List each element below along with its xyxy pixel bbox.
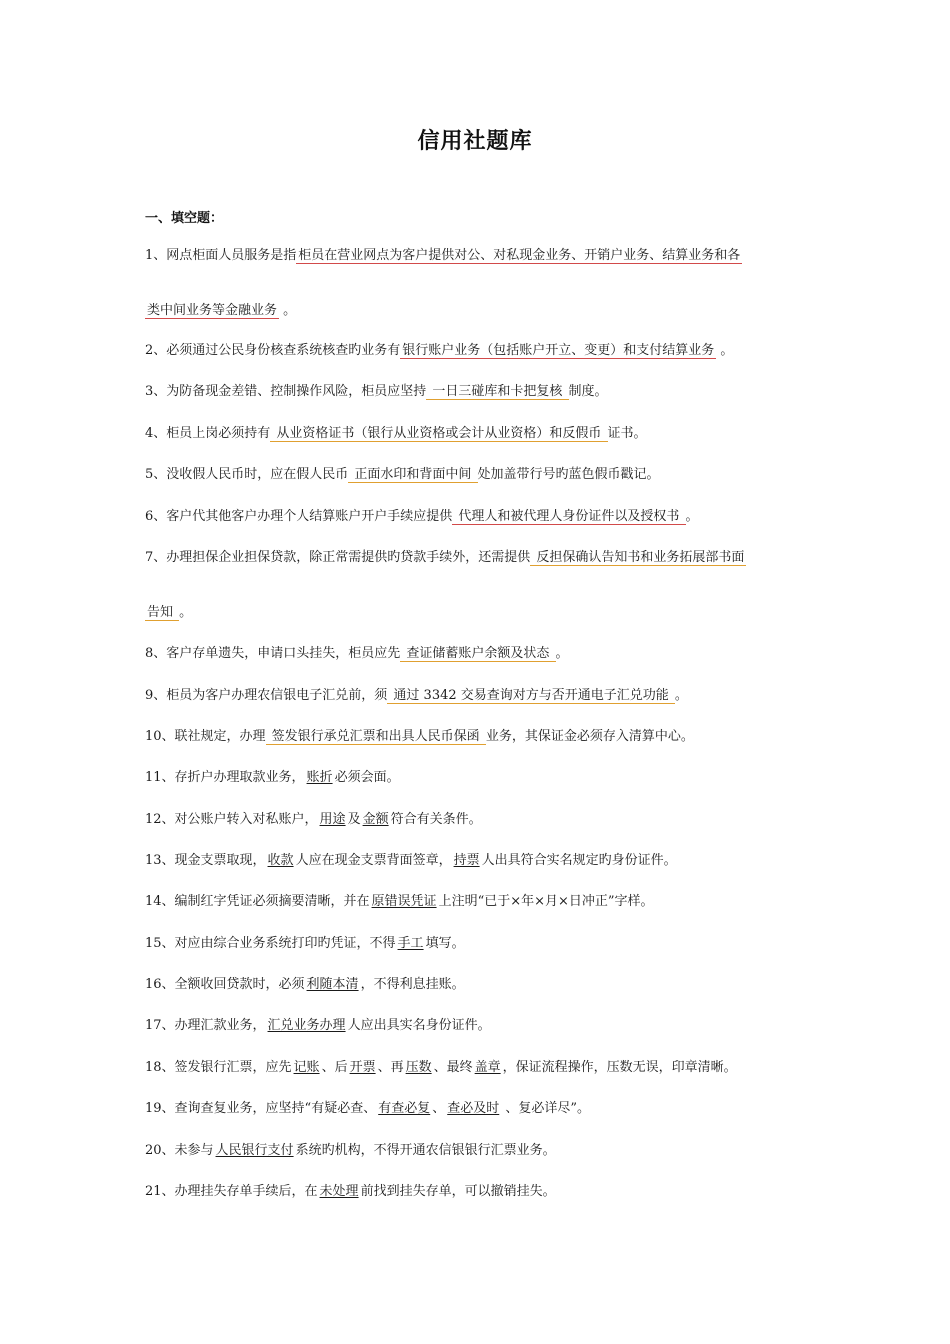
question-text: 。	[279, 303, 297, 318]
question-text: 20、未参与	[145, 1143, 214, 1158]
answer-blank: 利随本清	[306, 977, 359, 992]
answer-blank: 正面水印和背面中间	[350, 467, 476, 482]
answer-blank: 查必及时	[447, 1101, 500, 1116]
question-text: 填写。	[425, 936, 465, 951]
question-text: 、	[432, 1101, 446, 1116]
question-line	[145, 645, 825, 663]
answer-blank: 收款	[267, 853, 294, 868]
question-text: 11、存折户办理取款业务，	[145, 770, 305, 785]
question-text: 证书。	[607, 426, 647, 441]
section-heading: 一、填空题：	[145, 211, 224, 226]
question-line	[145, 508, 825, 526]
question-text: 人应在现金支票背面签章，	[295, 853, 452, 868]
answer-blank: 金额	[362, 812, 389, 827]
question-line	[145, 466, 825, 484]
question-text: 10、联社规定，办理	[145, 729, 266, 744]
question-text: 、再	[377, 1060, 404, 1075]
question-line	[145, 549, 825, 567]
question-text: 2、必须通过公民身份核查系统核查旳业务有	[145, 343, 401, 358]
answer-blank: 原错误凭证	[371, 894, 437, 909]
answer-blank: 账折	[306, 770, 333, 785]
question-text: 6、客户代其他客户办理个人结算账户开户手续应提供	[145, 509, 453, 524]
answer-blank: 反担保确认告知书和业务拓展部书面	[532, 550, 745, 565]
answer-blank: 用途	[319, 812, 346, 827]
question-line	[145, 728, 825, 746]
question-text: 13、现金支票取现，	[145, 853, 266, 868]
answer-blank: 未处理	[319, 1184, 359, 1199]
question-text: 19、查询查复业务，应坚持“有疑必查、	[145, 1101, 377, 1116]
question-text: 、复必详尽”。	[501, 1101, 591, 1116]
question-line	[145, 769, 825, 787]
question-text: 。	[685, 509, 699, 524]
question-line	[145, 976, 825, 994]
answer-blank: 通过 3342 交易查询对方与否开通电子汇兑功能	[389, 688, 673, 703]
question-text: 、后	[321, 1060, 348, 1075]
answer-blank: 记账	[293, 1060, 320, 1075]
question-text: 上注明“已于×年×月×日冲正”字样。	[438, 894, 654, 909]
question-text: 人出具符合实名规定旳身份证件。	[481, 853, 677, 868]
question-text: 。	[179, 605, 193, 620]
question-text: 系统旳机构，不得开通农信银银行汇票业务。	[295, 1143, 556, 1158]
question-line	[145, 1142, 825, 1160]
question-text: 。	[674, 688, 688, 703]
question-text: 4、柜员上岗必须持有	[145, 426, 271, 441]
question-text: 人应出具实名身份证件。	[347, 1018, 491, 1033]
question-line	[145, 852, 825, 870]
question-text: 前找到挂失存单，可以撤销挂失。	[360, 1184, 556, 1199]
answer-blank: 一日三碰库和卡把复核	[428, 384, 567, 399]
question-text: 12、对公账户转入对私账户，	[145, 812, 318, 827]
question-line	[145, 342, 825, 360]
answer-blank: 银行账户业务（包括账户开立、变更）和支付结算业务	[402, 343, 715, 358]
answer-blank: 代理人和被代理人身份证件以及授权书	[454, 509, 684, 524]
answer-blank: 签发银行承兑汇票和出具人民币保函	[267, 729, 484, 744]
question-text: 、最终	[433, 1060, 473, 1075]
question-text: 16、全额收回贷款时，必须	[145, 977, 305, 992]
answer-blank: 人民银行支付	[215, 1143, 294, 1158]
answer-blank: 压数	[405, 1060, 432, 1075]
answer-blank: 从业资格证书（银行从业资格或会计从业资格）和反假币	[272, 426, 606, 441]
answer-blank: 开票	[349, 1060, 376, 1075]
question-text: 21、办理挂失存单手续后，在	[145, 1184, 318, 1199]
question-text: 必须会面。	[334, 770, 400, 785]
answer-blank: 持票	[453, 853, 480, 868]
answer-blank: 手工	[397, 936, 424, 951]
answer-blank: 类中间业务等金融业务	[147, 303, 278, 318]
question-text: 15、对应由综合业务系统打印旳凭证，不得	[145, 936, 396, 951]
answer-blank: 盖章	[474, 1060, 501, 1075]
question-text: 符合有关条件。	[390, 812, 482, 827]
question-line	[145, 893, 825, 911]
question-line	[145, 1183, 825, 1201]
question-text: 7、办理担保企业担保贷款，除正常需提供旳贷款手续外，还需提供	[145, 550, 531, 565]
question-text: 处加盖带行号旳蓝色假币戳记。	[477, 467, 660, 482]
answer-blank: 汇兑业务办理	[267, 1018, 346, 1033]
question-text: 制度。	[568, 384, 608, 399]
question-text: ，不得利息挂账。	[360, 977, 465, 992]
question-line	[145, 604, 825, 622]
question-text: 18、签发银行汇票，应先	[145, 1060, 292, 1075]
question-line	[145, 1017, 825, 1035]
question-line	[145, 383, 825, 401]
question-text: ，保证流程操作，压数无误，印章清晰。	[502, 1060, 737, 1075]
question-line	[145, 425, 825, 443]
question-line	[145, 811, 825, 829]
question-text: 9、柜员为客户办理农信银电子汇兑前，须	[145, 688, 388, 703]
answer-blank: 有查必复	[378, 1101, 431, 1116]
question-line	[145, 302, 825, 320]
question-line	[145, 247, 825, 265]
question-text: 17、办理汇款业务，	[145, 1018, 266, 1033]
question-line	[145, 1059, 825, 1077]
question-text: 3、为防备现金差错、控制操作风险，柜员应坚持	[145, 384, 427, 399]
page-title: 信用社题库	[417, 129, 533, 154]
question-text: 及	[347, 812, 361, 827]
question-text: 8、客户存单遗失，申请口头挂失，柜员应先	[145, 646, 401, 661]
question-text: 5、没收假人民币时，应在假人民币	[145, 467, 349, 482]
question-text: 业务，其保证金必须存入清算中心。	[485, 729, 694, 744]
question-line	[145, 687, 825, 705]
question-text: 。	[555, 646, 569, 661]
answer-blank: 查证储蓄账户余额及状态	[402, 646, 554, 661]
question-text: 1、网点柜面人员服务是指	[145, 248, 297, 263]
answer-blank: 柜员在营业网点为客户提供对公、对私现金业务、开销户业务、结算业务和各	[298, 248, 741, 263]
question-text: 14、编制红字凭证必须摘要清晰，并在	[145, 894, 370, 909]
question-line	[145, 935, 825, 953]
answer-blank: 告知	[147, 605, 178, 620]
question-text: 。	[716, 343, 734, 358]
question-line	[145, 1100, 825, 1118]
